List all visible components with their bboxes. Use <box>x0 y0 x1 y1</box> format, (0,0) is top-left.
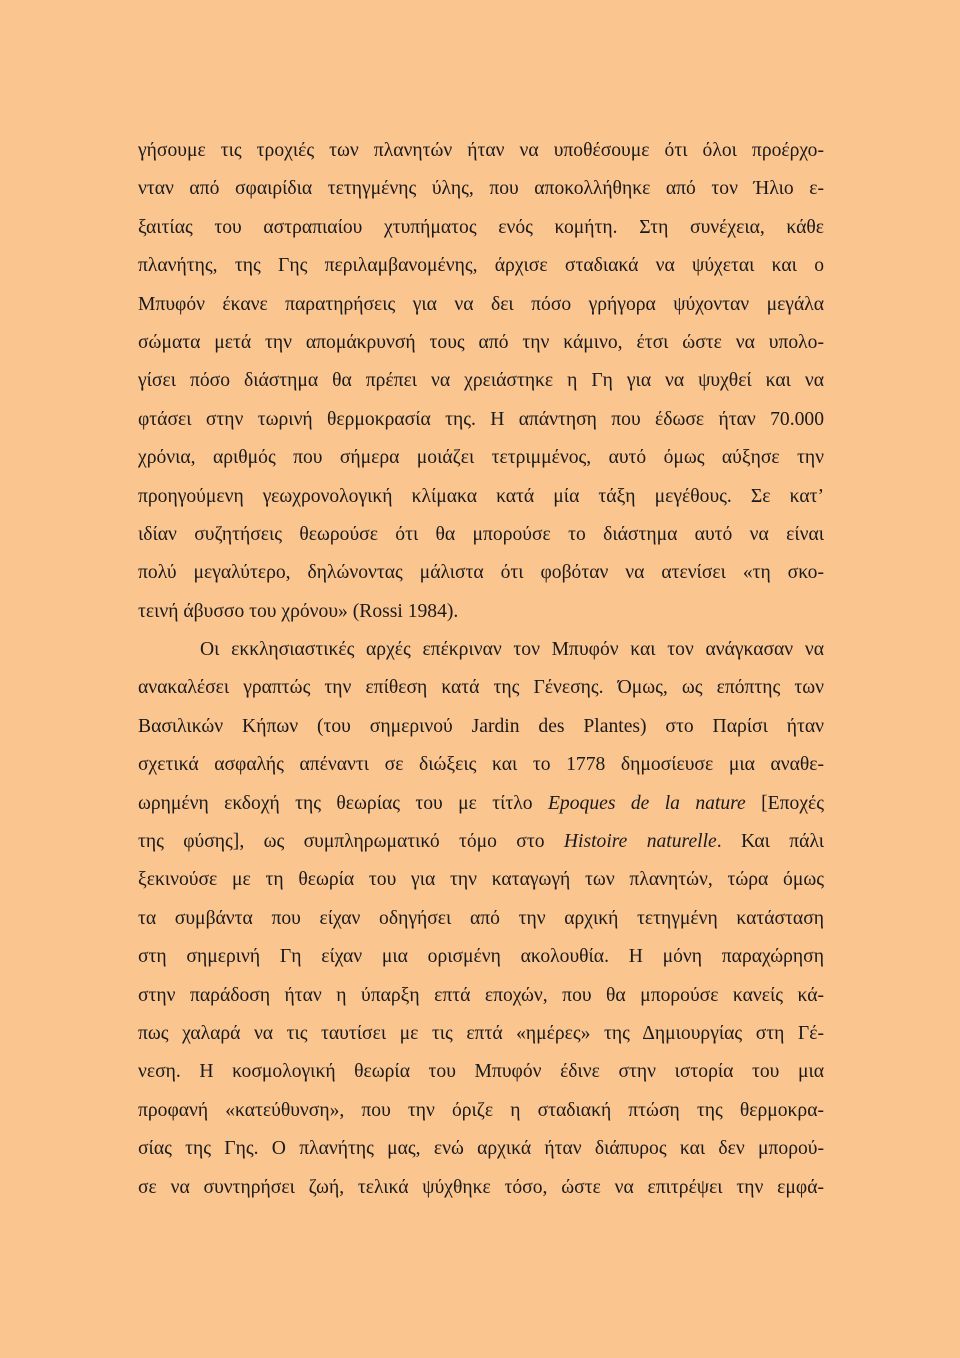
text-segment: ωρημένη εκδοχή της θεωρίας του με τίτλο <box>138 792 548 814</box>
text-line: σώματα μετά την απομάκρυνσή τους από την κάμινο, έτσι ώστε να υπολο- <box>138 331 824 353</box>
text-line: ανακαλέσει γραπτώς την επίθεση κατά της Γένεσης. Όμως, ως επόπτης των <box>138 677 824 699</box>
text-line: Οι εκκλησιαστικές αρχές επέκριναν τον Μπυφόν και τον ανάγκασαν να <box>200 639 824 661</box>
text-line: νταν από σφαιρίδια τετηγμένης ύλης, που αποκολλήθηκε από τον Ήλιο ε- <box>138 178 824 200</box>
paragraph-1 <box>138 132 824 631</box>
text-line: στην παράδοση ήταν η ύπαρξη επτά εποχών, που θα μπορούσε κανείς κά- <box>138 984 824 1006</box>
text-line: πολύ μεγαλύτερο, δηλώνοντας μάλιστα ότι φοβόταν να ατενίσει «τη σκο- <box>138 562 824 584</box>
document-body <box>138 132 824 1207</box>
text-line: ξεκινούσε με τη θεωρία του για την καταγωγή των πλανητών, τώρα όμως <box>138 869 824 891</box>
text-line: σε να συντηρήσει ζωή, τελικά ψύχθηκε τόσο, ώστε να επιτρέψει την εμφά- <box>138 1176 824 1198</box>
text-line: σίας της Γης. Ο πλανήτης μας, ενώ αρχικά ήταν διάπυρος και δεν μπορού- <box>138 1138 824 1160</box>
text-line: Μπυφόν έκανε παρατηρήσεις για να δει πόσο γρήγορα ψύχονταν μεγάλα <box>138 293 824 315</box>
text-line: στη σημερινή Γη είχαν μια ορισμένη ακολουθία. Η μόνη παραχώρηση <box>138 946 824 968</box>
text-segment: . Και πάλι <box>716 831 824 853</box>
text-line <box>138 823 824 861</box>
text-line: σχετικά ασφαλής απέναντι σε διώξεις και το 1778 δημοσίευσε μια αναθε- <box>138 754 824 776</box>
text-line <box>138 785 824 823</box>
text-segment: [Εποχές <box>745 792 825 814</box>
text-segment: της φύσης], ως συμπληρωματικό τόμο στο <box>138 831 564 853</box>
text-line: τεινή άβυσσο του χρόνου» (Rossi 1984). <box>138 600 459 622</box>
text-line: γίσει πόσο διάστημα θα πρέπει να χρειάστηκε η Γη για να ψυχθεί και να <box>138 370 824 392</box>
text-line: τα συμβάντα που είχαν οδηγήσει από την αρχική τετηγμένη κατάσταση <box>138 907 824 929</box>
text-line: προηγούμενη γεωχρονολογική κλίμακα κατά μία τάξη μεγέθους. Σε κατ’ <box>138 485 824 507</box>
text-line: πλανήτης, της Γης περιλαμβανομένης, άρχισε σταδιακά να ψύχεται και ο <box>138 255 824 277</box>
text-line: Βασιλικών Κήπων (του σημερινού Jardin des Plantes) στο Παρίσι ήταν <box>138 715 824 737</box>
text-line: ιδίαν συζητήσεις θεωρούσε ότι θα μπορούσε το διάστημα αυτό να είναι <box>138 523 824 545</box>
text-line: χρόνια, αριθμός που σήμερα μοιάζει τετριμμένος, αυτό όμως αύξησε την <box>138 447 824 469</box>
book-title-histoire: Histoire naturelle <box>563 831 717 853</box>
book-title-epoques: Epoques de la nature <box>547 792 746 814</box>
text-line: φτάσει στην τωρινή θερμοκρασία της. Η απάντηση που έδωσε ήταν 70.000 <box>138 408 824 430</box>
text-line: πως χαλαρά να τις ταυτίσει με τις επτά «ημέρες» της Δημιουργίας στη Γέ- <box>138 1022 824 1044</box>
paragraph-2 <box>138 631 824 1207</box>
text-line: νεση. Η κοσμολογική θεωρία του Μπυφόν έδινε στην ιστορία του μια <box>138 1061 824 1083</box>
text-line: ξαιτίας του αστραπιαίου χτυπήματος ενός κομήτη. Στη συνέχεια, κάθε <box>138 216 824 238</box>
text-line: προφανή «κατεύθυνση», που την όριζε η σταδιακή πτώση της θερμοκρα- <box>138 1099 824 1121</box>
text-line: γήσουμε τις τροχιές των πλανητών ήταν να υποθέσουμε ότι όλοι προέρχο- <box>138 140 824 161</box>
